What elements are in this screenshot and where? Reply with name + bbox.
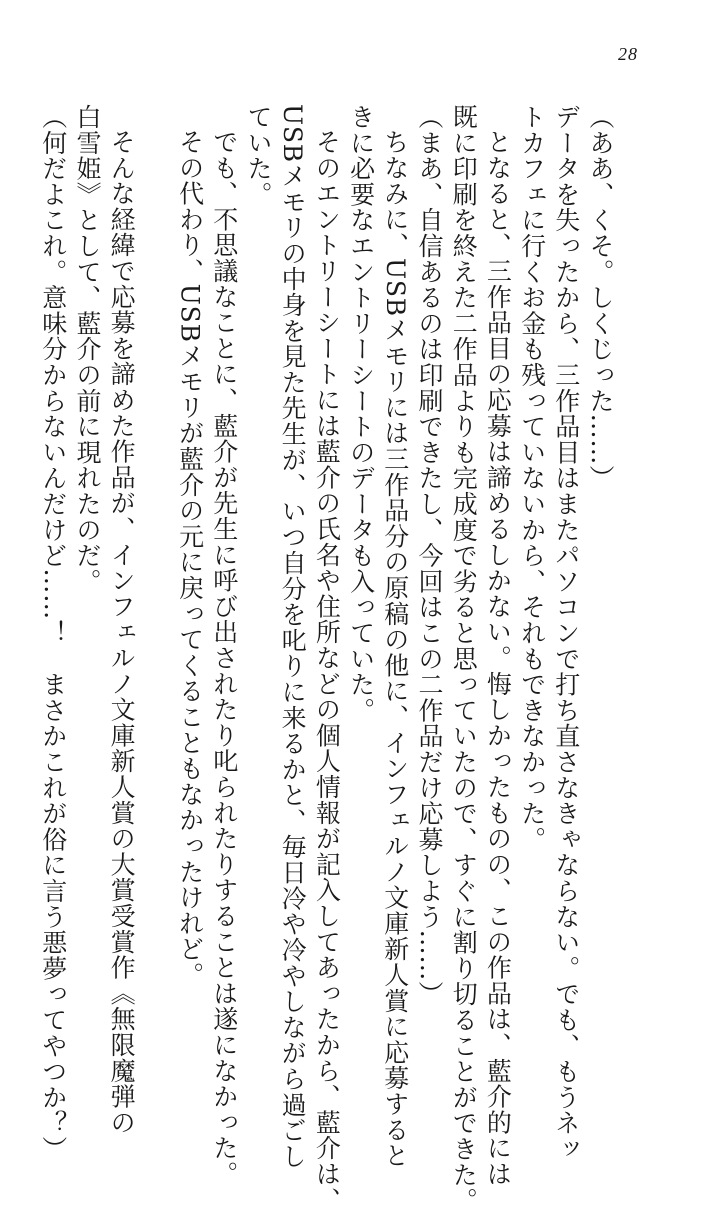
text-line: きに必要なエントリーシートのデータも入っていた。 bbox=[346, 104, 376, 724]
text-line: （何だよこれ。意味分からないんだけど……！ まさかこれが俗に言う悪夢ってやつか？） bbox=[38, 104, 68, 1162]
page-number: 28 bbox=[618, 44, 638, 64]
text-line: USBメモリの中身を見た先生が、いつ自分を叱りに来るかと、毎日冷や冷やしながら過ごし bbox=[278, 104, 308, 1170]
text-line: 既に印刷を終えた二作品よりも完成度で劣ると思っていたので、すぐに割り切ることができた。 bbox=[449, 104, 479, 1213]
text-line: となると、三作品目の応募は諦めるしかない。悔しかったものの、この作品は、藍介的には bbox=[483, 129, 513, 1187]
text-line: ていた。 bbox=[243, 104, 273, 208]
text-line: その代わり、USBメモリが藍介の元に戻ってくることもなかったけれど。 bbox=[175, 129, 205, 988]
text-line: ちなみに、USBメモリには三作品分の原稿の他に、インフェルノ文庫新人賞に応募すると bbox=[380, 129, 410, 1169]
blank-line bbox=[138, 104, 172, 972]
text-line: （まあ、自信あるのは印刷できたし、今回はこの二作品だけ応募しよう……） bbox=[414, 104, 444, 1007]
text-line: そんな経緯で応募を諦めた作品が、インフェルノ文庫新人賞の大賞受賞作《無限魔弾の bbox=[107, 129, 137, 1136]
text-line: でも、不思議なことに、藍介が先生に呼び出されたり叱られたりすることは遂になかった。 bbox=[209, 129, 239, 1187]
text-line: （ああ、くそ。しくじった……） bbox=[586, 104, 615, 491]
text-line: トカフェに行くお金も残っていないから、それもできなかった。 bbox=[517, 104, 547, 853]
text-line: データを失ったから、三作品目はまたパソコンで打ち直さなきゃならない。でも、もうネッ bbox=[551, 104, 581, 1162]
text-line: そのエントリーシートには藍介の氏名や住所などの個人情報が記入してあったから、藍介は、 bbox=[312, 129, 342, 1213]
text-line: 白雪姫》として、藍介の前に現れたのだ。 bbox=[72, 104, 102, 595]
vertical-text-body bbox=[36, 104, 617, 1213]
